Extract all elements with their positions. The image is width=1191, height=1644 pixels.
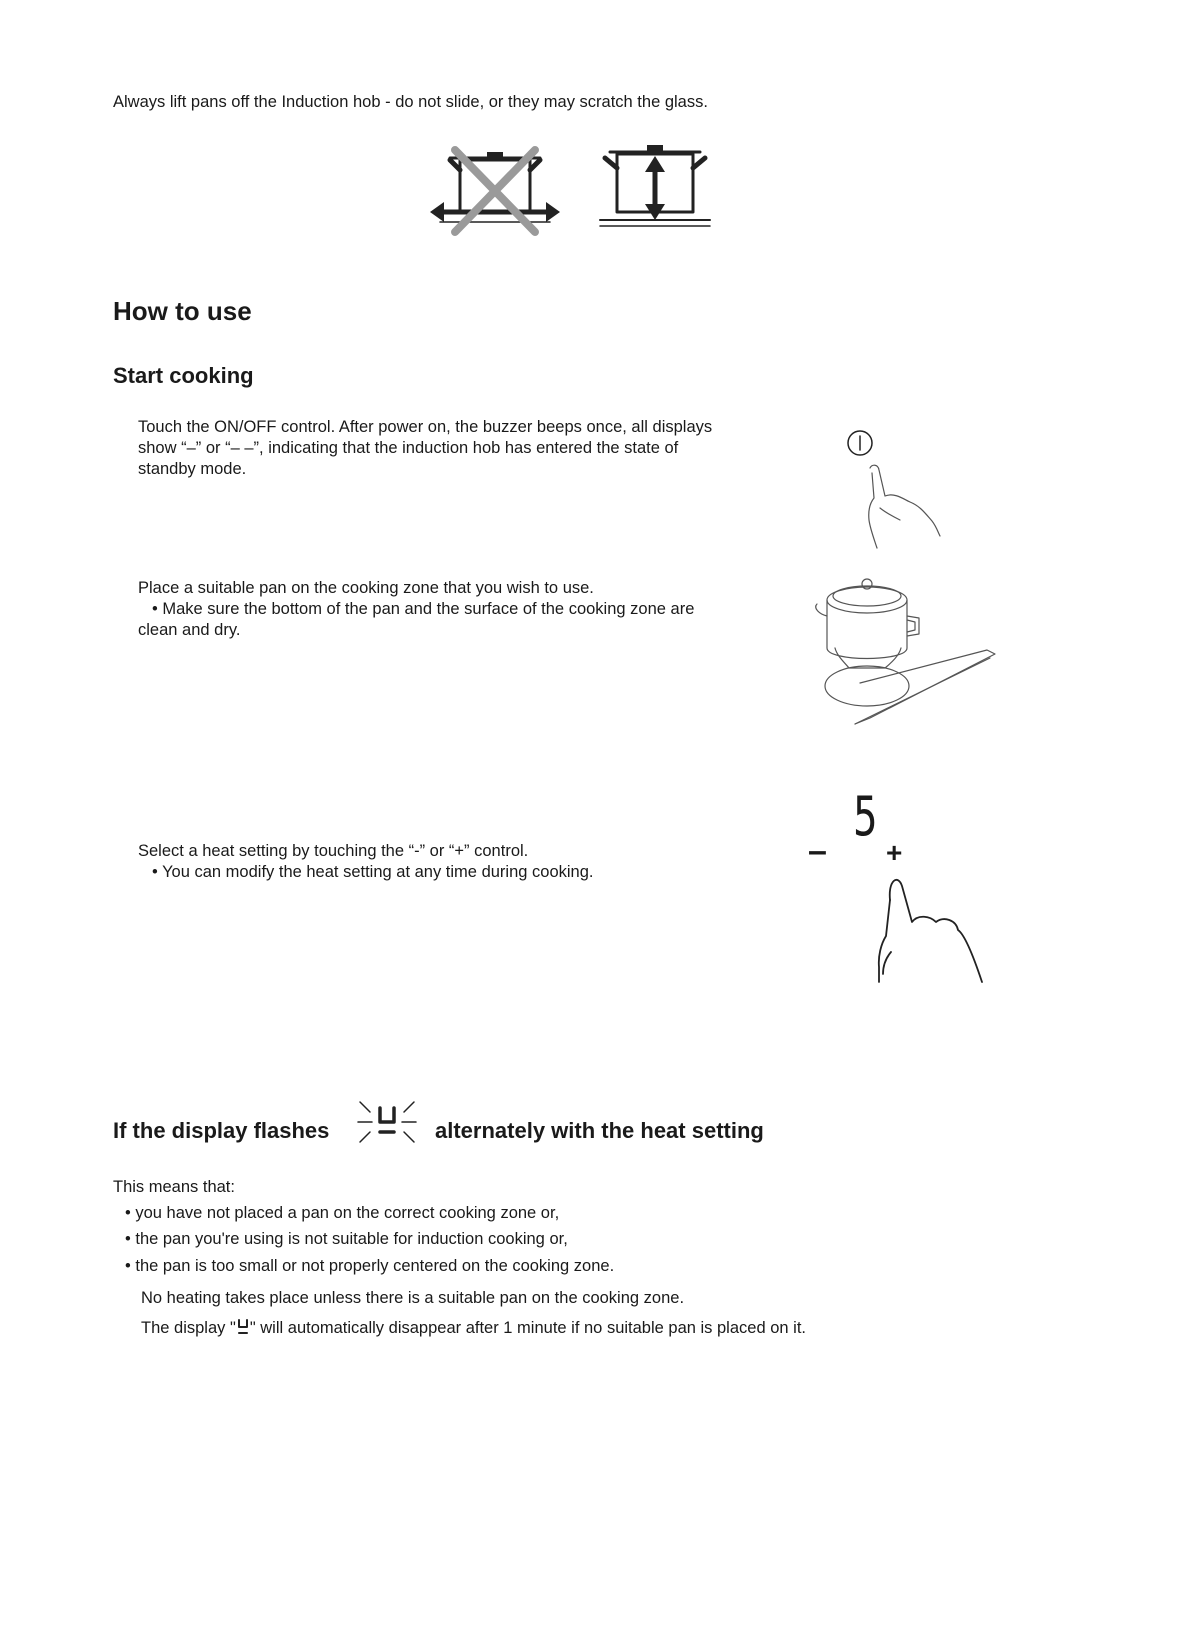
section-title-how-to-use: How to use [113, 296, 252, 326]
heat-setting-display-panel [808, 785, 1008, 986]
auto-disappear-text [141, 1318, 806, 1339]
slide-pan-crossed-icon [430, 140, 565, 240]
finger-touch-power-icon [840, 428, 960, 548]
flash-section-title-prefix: If the display flashes [113, 1118, 330, 1143]
lift-pan-icon [600, 140, 710, 230]
reason-list-item: • you have not placed a pan on the correct cooking zone or, [125, 1204, 560, 1222]
lift-warning-text: Always lift pans off the Induction hob - do not slide, or they may scratch the glass. [113, 93, 708, 111]
minus-control[interactable]: – [808, 832, 827, 870]
no-heating-text: No heating takes place unless there is a suitable pan on the cooking zone. [141, 1289, 685, 1307]
auto-disappear-suffix: " will automatically disappear after 1 minute if no suitable pan is placed on it. [249, 1319, 806, 1337]
auto-disappear-prefix: The display " [141, 1319, 236, 1337]
no-pan-symbol-icon [236, 1318, 250, 1336]
reason-list-item: • the pan you're using is not suitable for induction cooking or, [125, 1230, 568, 1248]
step3-bullet-text: • You can modify the heat setting at any time during cooking. [152, 863, 594, 881]
step1-text: Touch the ON/OFF control. After power on, the buzzer beeps once, all displays show “–” or “– –”, indicating that the induction hob has entered the state of standby mode. [138, 418, 713, 478]
finger-press-icon [878, 872, 1008, 987]
subsection-title-start-cooking: Start cooking [113, 363, 254, 388]
heat-level-digit: 5 [853, 785, 878, 848]
plus-control[interactable]: + [886, 837, 903, 868]
step3-main-text: Select a heat setting by touching the “-” or “+” control. [138, 842, 529, 860]
no-pan-flashing-symbol-icon [356, 1098, 418, 1150]
reason-list-item: • the pan is too small or not properly centered on the cooking zone. [125, 1257, 615, 1275]
flash-section-title-suffix: alternately with the heat setting [435, 1118, 764, 1143]
pan-on-cooking-zone-icon [815, 578, 995, 733]
step2-main-text: Place a suitable pan on the cooking zone that you wish to use. [138, 579, 594, 597]
means-text: This means that: [113, 1178, 235, 1196]
step2-bullet-text: • Make sure the bottom of the pan and the surface of the cooking zone are clean and dry. [138, 600, 695, 639]
